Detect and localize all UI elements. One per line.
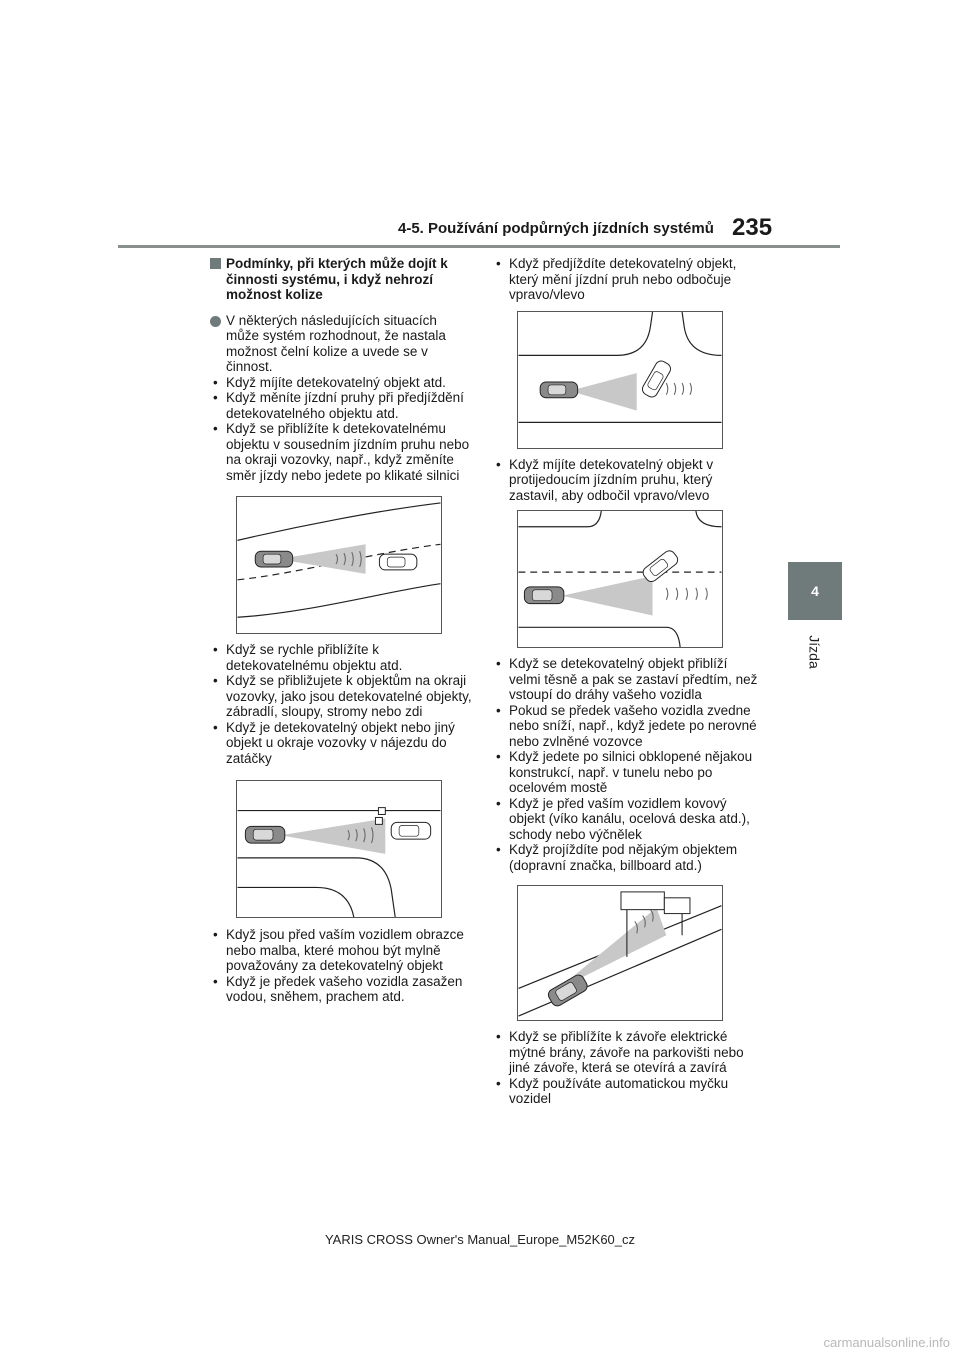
footer-text: YARIS CROSS Owner's Manual_Europe_M52K60_cz [324, 1232, 636, 1247]
bullet-list-2 [210, 642, 472, 766]
list-item: • Když je předek vašeho vozidla zasažen vodou, sněhem, prachem atd. [210, 974, 472, 1005]
overhead-sign-drawing [518, 886, 722, 1020]
chapter-number: 4 [811, 583, 819, 599]
list-item: • Pokud se předek vašeho vozidla zvedne nebo sníží, např., když jedete po nerovné nebo zvlněné vozovce [493, 703, 758, 750]
bullet-list-3 [210, 927, 472, 1005]
list-item: • Když je detekovatelný objekt nebo jiný objekt u okraje vozovky v nájezdu do zatáčky [210, 720, 472, 767]
list-item: • Když je před vaším vozidlem kovový objekt (víko kanálu, ocelová deska atd.), schody nebo výčnělek [493, 796, 758, 843]
corner-object-drawing [237, 781, 441, 917]
list-item: • Když jsou před vaším vozidlem obrazce nebo malba, které mohou být mylně považovány za detekovatelný objekt [210, 927, 472, 974]
chapter-label-text: Jízda [807, 635, 823, 669]
bullet-list-7 [493, 1029, 758, 1107]
list-item: • Když míjíte detekovatelný objekt v protijedoucím jízdním pruhu, který zastavil, aby odbočil vpravo/vlevo [493, 457, 758, 504]
bullet-list-1 [210, 375, 472, 484]
list-item: • Když předjíždíte detekovatelný objekt, který mění jízdní pruh nebo odbočuje vpravo/vlevo [493, 256, 758, 303]
conditions-heading: Podmínky, při kterých může dojít k činnosti systému, i když nehrozí možnost kolize [210, 256, 472, 303]
intro-paragraph: V některých následujících situacích může systém rozhodnout, že nastala možnost čelní kolize a uvede se v činnost. [210, 313, 472, 375]
illustration-overhead-sign [517, 885, 723, 1021]
bullet-list-5 [493, 457, 758, 504]
section-title: 4-5. Používání podpůrných jízdních systémů [398, 220, 714, 237]
bullet-list-6 [493, 656, 758, 873]
list-item: • Když se přibližujete k objektům na okraji vozovky, jako jsou detekovatelné objekty, zábradlí, sloupy, stromy nebo zdi [210, 673, 472, 720]
list-item: • Když projíždíte pod nějakým objektem (dopravní značka, billboard atd.) [493, 842, 758, 873]
illustration-corner-object [236, 780, 442, 918]
overtaking-turn-drawing [518, 312, 722, 448]
list-item: • Když se přiblížíte k závoře elektrické mýtné brány, závoře na parkovišti nebo jiné závoře, která se otevírá a zavírá [493, 1029, 758, 1076]
watermark-text: carmanualsonline.info [823, 1335, 950, 1350]
illustration-overtaking-turn [517, 311, 723, 449]
curved-road-drawing [237, 497, 441, 633]
list-item: • Když míjíte detekovatelný objekt atd. [210, 375, 472, 391]
left-column [210, 256, 472, 1005]
header-rule [118, 245, 840, 248]
right-column [493, 256, 758, 1107]
oncoming-turn-drawing [518, 511, 722, 647]
page-number: 235 [732, 214, 773, 241]
list-item: • Když jedete po silnici obklopené nějakou konstrukcí, např. v tunelu nebo po ocelovém mostě [493, 749, 758, 796]
illustration-curved-road [236, 496, 442, 634]
illustration-oncoming-turn [517, 510, 723, 648]
chapter-label [790, 632, 840, 672]
list-item: • Když měníte jízdní pruhy při předjíždění detekovatelného objektu atd. [210, 390, 472, 421]
list-item: • Když se přiblížíte k detekovatelnému objektu v sousedním jízdním pruhu nebo na okraji vozovky, např., když změníte směr jízdy nebo jedete po klikaté silnici [210, 421, 472, 483]
bullet-list-4 [493, 256, 758, 303]
list-item: • Když se rychle přiblížíte k detekovatelnému objektu atd. [210, 642, 472, 673]
list-item: • Když se detekovatelný objekt přiblíží velmi těsně a pak se zastaví předtím, než vstoupí do dráhy vašeho vozidla [493, 656, 758, 703]
chapter-tab [788, 562, 842, 620]
list-item: • Když používáte automatickou myčku vozidel [493, 1076, 758, 1107]
